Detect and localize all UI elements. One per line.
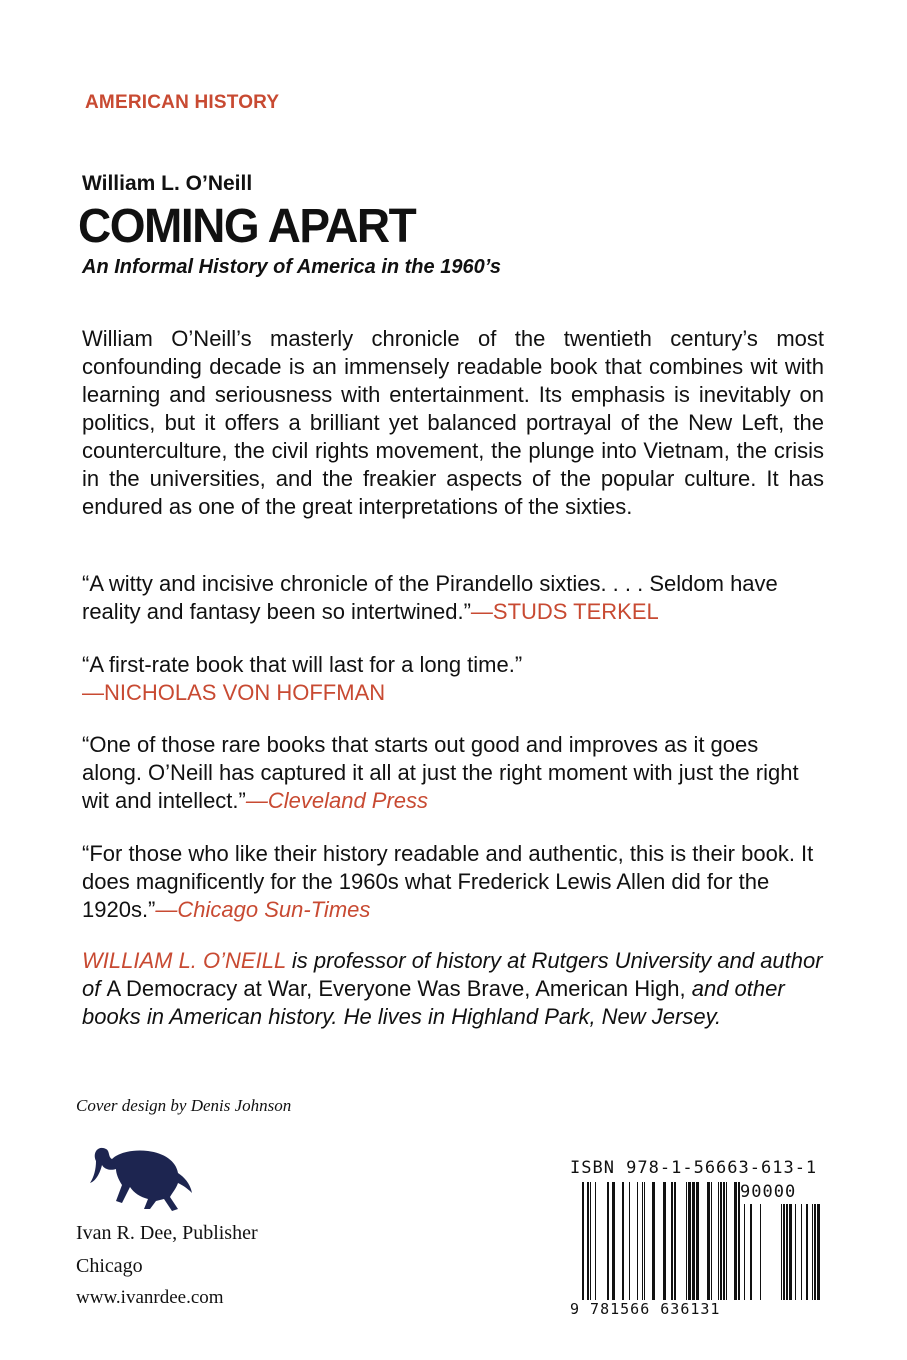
barcode-bar	[801, 1204, 802, 1300]
quote-source: —NICHOLAS VON HOFFMAN	[82, 680, 386, 705]
quote-text: “A witty and incisive chronicle of the Pirandello sixties. . . . Seldom have reality and fantasy been so intertwined.”	[82, 571, 778, 624]
book-description: William O’Neill’s masterly chronicle of the twentieth century’s most confounding decade is an immensely readable book that combines wit with learning and seriousness with entertainment. Its emphasis is inevitably on politics, but it offers a brilliant yet balanced portrayal of the New Left, the counterculture, the civil rights movement, the plunge into Vietnam, the crisis in the universities, and the freakier aspects of the popular culture. It has endured as one of the great interpretations of the sixties.	[82, 326, 824, 519]
barcode-bar	[671, 1182, 673, 1300]
author-bio	[82, 947, 824, 1031]
barcode-bar	[674, 1182, 676, 1300]
bio-book-titles: A Democracy at War, Everyone Was Brave, American High,	[106, 976, 686, 1001]
barcode-bar	[663, 1182, 666, 1300]
quote-source: —Chicago Sun-Times	[155, 897, 371, 922]
barcode-bar	[720, 1182, 722, 1300]
barcode-bar	[750, 1204, 752, 1300]
quote-text: “A first-rate book that will last for a long time.”	[82, 652, 523, 677]
barcode-bar	[582, 1182, 584, 1300]
review-quote	[82, 570, 824, 626]
barcode-bar	[711, 1182, 712, 1300]
book-subtitle: An Informal History of America in the 1960’s	[82, 256, 502, 278]
quote-source: —Cleveland Press	[245, 788, 429, 813]
barcode-bar	[587, 1182, 589, 1300]
barcode-bar	[812, 1204, 813, 1300]
barcode-bar	[781, 1204, 782, 1300]
bio-text-end: and other books in American history. He lives in Highland Park, New Jersey.	[82, 976, 785, 1029]
barcode-bar	[738, 1182, 740, 1300]
barcode-bar	[642, 1182, 643, 1300]
barcode-bar	[795, 1204, 796, 1300]
isbn-label: ISBN 978-1-56663-613-1	[570, 1158, 818, 1178]
barcode-bar	[726, 1182, 727, 1300]
barcode-bar	[629, 1182, 630, 1300]
review-quote	[82, 651, 824, 707]
quote-source: —STUDS TERKEL	[470, 599, 659, 624]
bio-author-name: WILLIAM L. O’NEILL	[82, 948, 286, 973]
barcode-bar	[789, 1204, 792, 1300]
quote-text: “One of those rare books that starts out good and improves as it goes along. O’Neill has captured it all at just the right moment with just the right wit and intellect.”	[82, 732, 799, 813]
publisher-name: Ivan R. Dee, Publisher	[76, 1222, 258, 1244]
publisher-city: Chicago	[76, 1255, 143, 1277]
book-title: COMING APART	[78, 197, 416, 253]
barcode-bar	[652, 1182, 655, 1300]
bio-text: is professor of history at Rutgers University and author of	[82, 948, 823, 1001]
barcode-bar	[696, 1182, 699, 1300]
review-quote	[82, 731, 824, 815]
barcode-bar	[718, 1182, 719, 1300]
barcode-bar	[686, 1182, 687, 1300]
barcode-bar	[783, 1204, 785, 1300]
barcode-bar	[744, 1204, 745, 1300]
barcode-bar	[806, 1204, 808, 1300]
barcode-bar	[644, 1182, 645, 1300]
barcode-bar	[817, 1204, 820, 1300]
barcode-bar	[612, 1182, 615, 1300]
barcode-bar	[622, 1182, 624, 1300]
quote-text: “For those who like their history readable and authentic, this is their book. It does magnificently for the 1960s what Frederick Lewis Allen did for the 1920s.”	[82, 841, 814, 922]
category-label: AMERICAN HISTORY	[85, 92, 280, 113]
barcode-bar	[692, 1182, 695, 1300]
review-quote	[82, 840, 824, 924]
barcode-bar	[814, 1204, 816, 1300]
barcode-bar	[734, 1182, 737, 1300]
barcode-bar	[786, 1204, 788, 1300]
barcode-bar	[760, 1204, 761, 1300]
barcode-bar	[637, 1182, 638, 1300]
barcode-bar	[607, 1182, 609, 1300]
cover-credit: Cover design by Denis Johnson	[76, 1096, 292, 1115]
barcode-bar	[590, 1182, 591, 1300]
elephant-icon	[88, 1143, 198, 1215]
price-code: 90000	[740, 1182, 797, 1202]
publisher-url: www.ivanrdee.com	[76, 1287, 224, 1308]
barcode-bar	[595, 1182, 596, 1300]
barcode	[568, 1160, 823, 1320]
barcode-bar	[723, 1182, 725, 1300]
barcode-bar	[707, 1182, 710, 1300]
ean-digits: 9 781566 636131	[570, 1300, 721, 1318]
barcode-bar	[688, 1182, 691, 1300]
author-name: William L. O’Neill	[82, 172, 253, 195]
